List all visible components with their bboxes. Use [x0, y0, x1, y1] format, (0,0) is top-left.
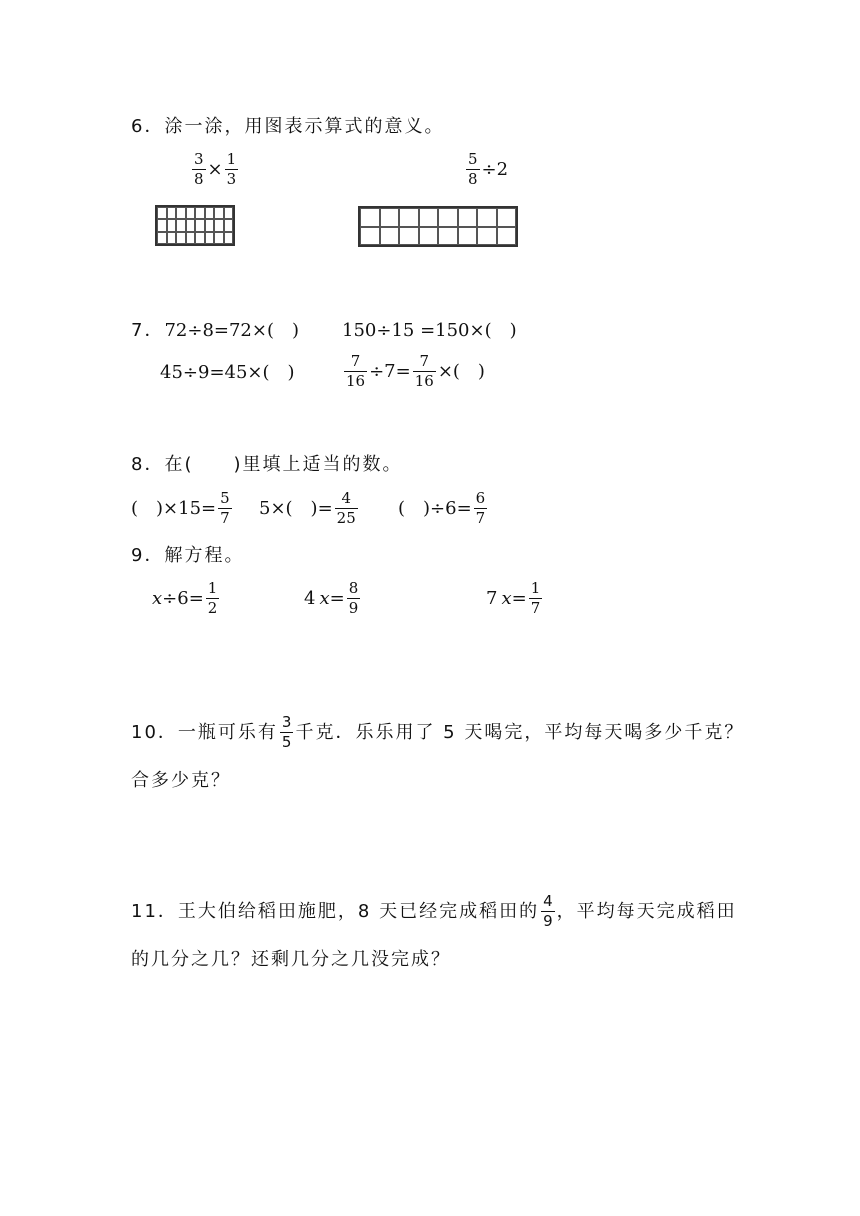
grid-cell[interactable] [195, 207, 205, 219]
grid-cell[interactable] [360, 227, 380, 246]
grid-cell[interactable] [419, 227, 439, 246]
grid-cell[interactable] [224, 219, 234, 231]
grid-cell[interactable] [186, 232, 196, 244]
grid-cell[interactable] [186, 207, 196, 219]
grid-cell[interactable] [360, 208, 380, 227]
q8-expression-3: ( )÷6= $\frac{6}{7}$ [398, 489, 486, 527]
grid-cell[interactable] [380, 208, 400, 227]
fraction: $\frac{6}{7}$ [475, 489, 486, 527]
q6-title [131, 118, 444, 136]
grid-cell[interactable] [497, 227, 517, 246]
grid-cell[interactable] [214, 219, 224, 231]
grid-cell[interactable] [477, 227, 497, 246]
q7-row1 [131, 322, 299, 340]
grid-cell[interactable] [380, 227, 400, 246]
q6-right-expression [464, 152, 508, 188]
q10-line-1: 10．一瓶可乐有 $\frac{3}{5}$ 千克．乐乐用了 5 天喝完，平均每天喝多少千克？ [131, 713, 745, 751]
grid-cell[interactable] [419, 208, 439, 227]
grid-cell[interactable] [224, 232, 234, 244]
fraction: $\frac{8}{9}$ [348, 579, 359, 617]
grid-cell[interactable] [477, 208, 497, 227]
q7-expression-1: 72÷8=72×( ) [164, 320, 300, 341]
grid-cell[interactable] [438, 208, 458, 227]
grid-cell[interactable] [167, 207, 177, 219]
grid-cell[interactable] [458, 227, 478, 246]
operator: × [207, 158, 223, 180]
grid-cell[interactable] [205, 232, 215, 244]
grid-cell[interactable] [186, 219, 196, 231]
q6-text: 6．涂一涂，用图表示算式的意义。 [131, 116, 445, 137]
grid-cell[interactable] [176, 232, 186, 244]
q11-line-2: 的几分之几？还剩几分之几没完成？ [131, 949, 451, 970]
operator: ÷2 [481, 158, 509, 180]
grid-cell[interactable] [167, 219, 177, 231]
fraction: $\frac{1}{3}$ [226, 150, 237, 188]
fraction: $\frac{1}{7}$ [530, 579, 541, 617]
q7-expression-2: 150÷15 =150×( ) [342, 320, 517, 341]
q9-equation-3: 7 x = $\frac{1}{7}$ [486, 579, 541, 617]
fraction: $\frac{1}{2}$ [207, 579, 218, 617]
q10-line-2: 合多少克？ [131, 770, 231, 791]
grid-cell[interactable] [497, 208, 517, 227]
q8-title [131, 456, 403, 474]
grid-cell[interactable] [195, 232, 205, 244]
q7-label: 7． [131, 320, 165, 341]
grid-cell[interactable] [176, 219, 186, 231]
q11-line-1: 11．王大伯给稻田施肥，8 天已经完成稻田的 $\frac{4}{9}$ ，平均每天完成稻田 [131, 892, 737, 930]
grid-cell[interactable] [167, 232, 177, 244]
q8-text: 8．在( )里填上适当的数。 [131, 454, 403, 475]
q7-expression-3: 45÷9=45×( ) [160, 362, 295, 383]
q6-right-grid[interactable] [358, 206, 518, 247]
fraction: $\frac{3}{8}$ [194, 150, 204, 188]
q6-left-expression [190, 152, 240, 188]
q9-equation-1: x ÷6= $\frac{1}{2}$ [152, 579, 218, 617]
grid-cell[interactable] [157, 219, 167, 231]
fraction: $\frac{7}{16}$ [414, 352, 434, 390]
q9-title [131, 547, 244, 565]
q7-expression-4-mid: ÷7= [369, 360, 411, 382]
fraction: $\frac{5}{8}$ [468, 150, 478, 188]
fraction: $\frac{7}{16}$ [346, 352, 366, 390]
q7-expression-4-tail: ×( ) [437, 360, 485, 382]
q8-expression-2: 5×( )= $\frac{4}{25}$ [259, 489, 356, 527]
q8-expression-1: ( )×15= $\frac{5}{7}$ [131, 489, 230, 527]
q7-row1-b [342, 322, 517, 340]
fraction: $\frac{4}{9}$ [543, 892, 553, 930]
grid-cell[interactable] [438, 227, 458, 246]
q6-left-grid[interactable] [155, 205, 235, 246]
grid-cell[interactable] [205, 207, 215, 219]
grid-cell[interactable] [458, 208, 478, 227]
grid-cell[interactable] [195, 219, 205, 231]
grid-cell[interactable] [214, 232, 224, 244]
grid-cell[interactable] [176, 207, 186, 219]
grid-cell[interactable] [157, 207, 167, 219]
grid-cell[interactable] [399, 208, 419, 227]
grid-cell[interactable] [157, 232, 167, 244]
grid-cell[interactable] [214, 207, 224, 219]
grid-cell[interactable] [205, 219, 215, 231]
q9-text: 9．解方程。 [131, 545, 245, 566]
q7-row2 [160, 364, 295, 382]
grid-cell[interactable] [399, 227, 419, 246]
fraction: $\frac{4}{25}$ [336, 489, 356, 527]
fraction: $\frac{5}{7}$ [220, 489, 230, 527]
fraction: $\frac{3}{5}$ [281, 713, 292, 751]
q7-row2-b [342, 354, 485, 390]
grid-cell[interactable] [224, 207, 234, 219]
q9-equation-2: 4 x = $\frac{8}{9}$ [304, 579, 359, 617]
